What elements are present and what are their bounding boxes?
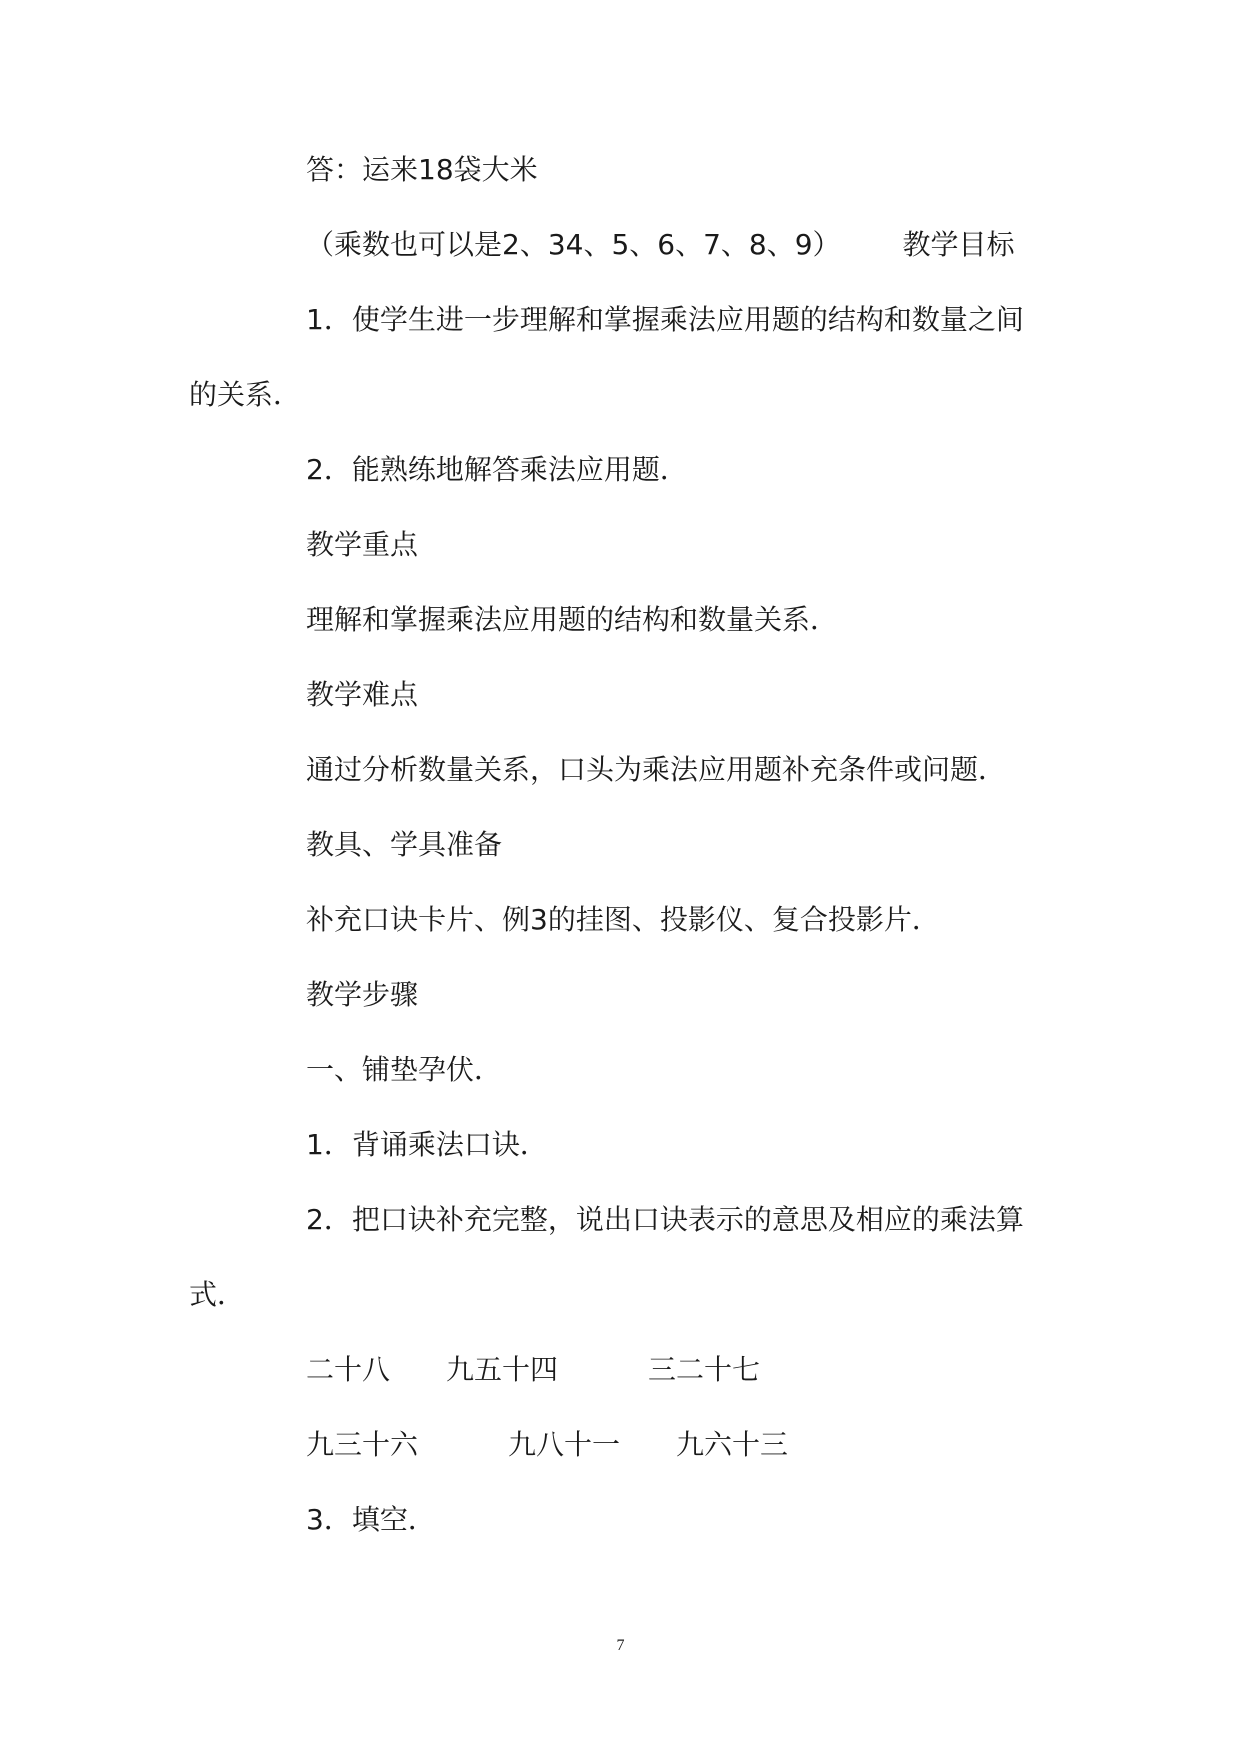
step-1-item-2-line-2: 式． (189, 1278, 246, 1311)
section-heading-steps: 教学步骤 (306, 978, 419, 1011)
multiplier-note-line (306, 225, 1015, 265)
goal-1-line-1: 1．使学生进一步理解和掌握乘法应用题的结构和数量之间 (306, 303, 1024, 336)
section-heading-materials: 教具、学具准备 (306, 828, 503, 861)
key-points-text: 理解和掌握乘法应用题的结构和数量关系． (306, 603, 839, 636)
rhyme-row-1 (306, 1350, 760, 1390)
rhyme-item: 九六十三 (676, 1428, 789, 1461)
step-1-heading: 一、铺垫孕伏． (306, 1053, 503, 1086)
difficulties-text: 通过分析数量关系，口头为乘法应用题补充条件或问题． (306, 753, 1007, 786)
rhyme-item: 二十八 (306, 1353, 391, 1386)
rhyme-item: 三二十七 (648, 1353, 761, 1386)
section-heading-teaching-goals: 教学目标 (902, 228, 1015, 261)
goal-1-line-2: 的关系． (189, 378, 302, 411)
rhyme-item: 九三十六 (306, 1428, 419, 1461)
rhyme-item: 九八十一 (508, 1428, 621, 1461)
multiplier-note: （乘数也可以是2、34、5、6、7、8、9） (306, 228, 841, 261)
section-heading-difficulties: 教学难点 (306, 678, 419, 711)
step-1-item-3: 3．填空． (306, 1503, 436, 1536)
materials-text: 补充口诀卡片、例3的挂图、投影仪、复合投影片． (306, 903, 940, 936)
section-heading-key-points: 教学重点 (306, 528, 419, 561)
rhyme-item: 九五十四 (446, 1353, 559, 1386)
goal-2: 2．能熟练地解答乘法应用题． (306, 453, 688, 486)
answer-line: 答：运来18袋大米 (306, 153, 538, 186)
step-1-item-2-line-1: 2．把口诀补充完整，说出口诀表示的意思及相应的乘法算 (306, 1203, 1024, 1236)
page-number: 7 (616, 1637, 625, 1654)
step-1-item-1: 1．背诵乘法口诀． (306, 1128, 548, 1161)
rhyme-row-2 (306, 1425, 788, 1465)
